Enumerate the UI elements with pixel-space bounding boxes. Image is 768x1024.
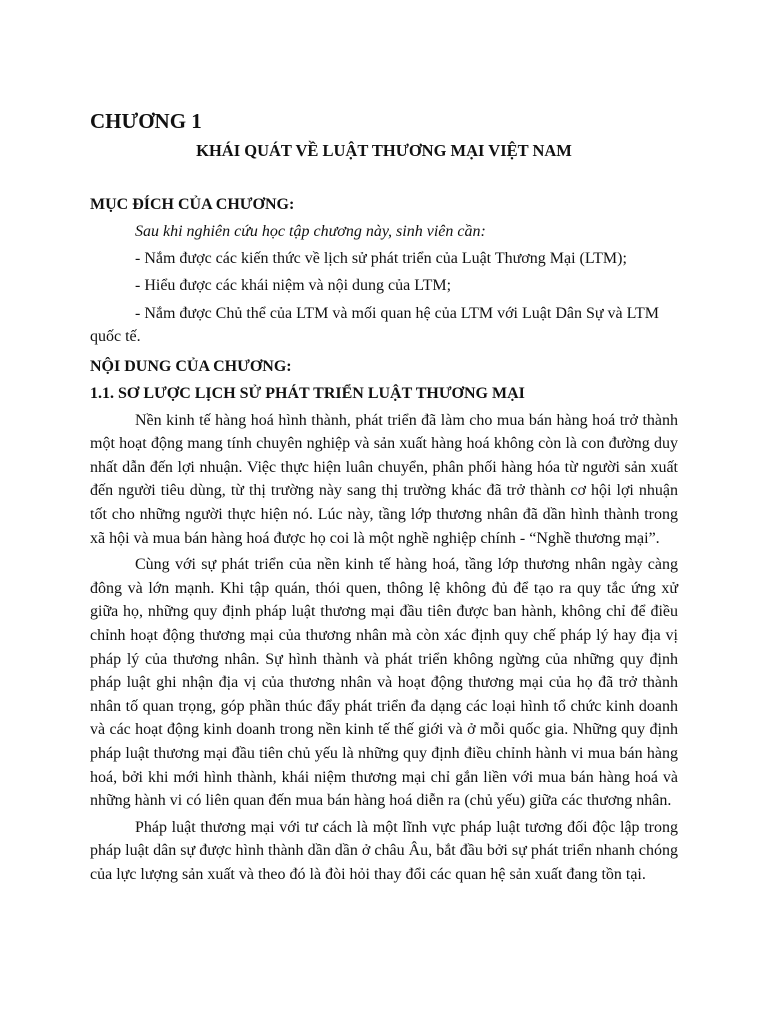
purpose-bullet: - Nắm được các kiến thức về lịch sử phát triển của Luật Thương Mại (LTM); xyxy=(135,250,627,267)
purpose-intro: Sau khi nghiên cứu học tập chương này, sinh viên cần: xyxy=(135,223,486,240)
purpose-bullet: - Nắm được Chủ thể của LTM và mối quan hệ của LTM với Luật Dân Sự và LTM quốc tế. xyxy=(90,304,659,346)
purpose-heading: MỤC ĐÍCH CỦA CHƯƠNG: xyxy=(90,196,295,213)
body-paragraph: Pháp luật thương mại với tư cách là một lĩnh vực pháp luật tương đối độc lập trong pháp luật dân sự được hình thành dần dần ở châu Âu, bắt đầu bởi sự phát triển nhanh chóng của lực lượng sản xuất và theo đó là đòi hỏi thay đổi các quan hệ sản xuất đang tồn tại. xyxy=(90,818,678,883)
body-paragraph: Nền kinh tế hàng hoá hình thành, phát triển đã làm cho mua bán hàng hoá trở thành một hoạt động mang tính chuyên nghiệp và sản xuất hàng hoá không còn là con đường duy nhất dẫn đến lợi nhuận. Việc thực hiện luân chuyển, phân phối hàng hóa từ người sản xuất đến người tiêu dùng, từ thị trường này sang thị trường khác đã trở thành cơ hội lợi nhuận tốt cho những người thực hiện nó. Lúc này, tầng lớp thương nhân đã dần hình thành trong xã hội và mua bán hàng hoá được họ coi là một nghề nghiệp chính - “Nghề thương mại”. xyxy=(90,411,678,547)
section-heading: 1.1. SƠ LƯỢC LỊCH SỬ PHÁT TRIỂN LUẬT THƯƠNG MẠI xyxy=(90,384,525,402)
content-heading: NỘI DUNG CỦA CHƯƠNG: xyxy=(90,357,292,375)
purpose-bullet: - Hiểu được các khái niệm và nội dung của LTM; xyxy=(135,277,452,295)
chapter-number: CHƯƠNG 1 xyxy=(90,109,202,133)
chapter-title: KHÁI QUÁT VỀ LUẬT THƯƠNG MẠI VIỆT NAM xyxy=(196,141,572,160)
body-paragraph: Cùng với sự phát triển của nền kinh tế hàng hoá, tầng lớp thương nhân ngày càng đông và lớn mạnh. Khi tập quán, thói quen, thông lệ không đủ để tạo ra quy tắc ứng xử giữa họ, những quy định pháp luật thương mại đầu tiên được ban hành, không chỉ để điều chỉnh hoạt động thương mại của thương nhân mà còn xác định quy chế pháp lý hay địa vị pháp lý của thương nhân. Sự hình thành và phát triển không ngừng của những quy định pháp luật ghi nhận địa vị của thương nhân và hoạt động thương mại của họ đã trở thành nhân tố quan trọng, góp phần thúc đẩy phát triển đa dạng các loại hình tổ chức kinh doanh và các hoạt động kinh doanh trong nền kinh tế thế giới và ở mỗi quốc gia. Những quy định pháp luật thương mại đầu tiên chủ yếu là những quy định điều chỉnh hành vi mua bán hàng hoá, bởi khi mới hình thành, khái niệm thương mại chỉ gắn liền với mua bán hàng hoá và những hành vi có liên quan đến mua bán hàng hoá diễn ra (chủ yếu) giữa các thương nhân. xyxy=(90,556,678,810)
